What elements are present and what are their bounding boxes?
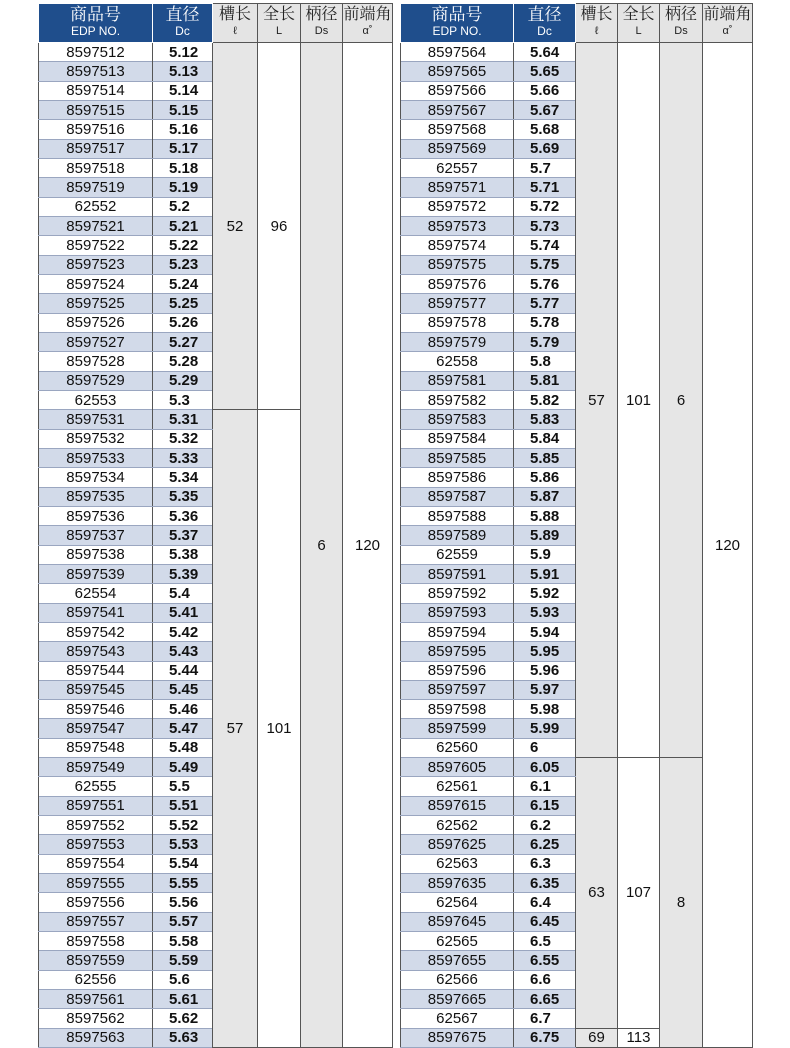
- header-angle-label: 前端角: [343, 6, 392, 23]
- edp-number: 62559: [401, 545, 514, 564]
- diameter: 5.13: [153, 62, 213, 81]
- flute-value: 69: [576, 1028, 618, 1047]
- header-angle: [343, 4, 393, 43]
- diameter: 5.38: [153, 545, 213, 564]
- edp-number: 8597605: [401, 758, 514, 777]
- edp-number: 8597537: [39, 526, 153, 545]
- edp-number: 8597595: [401, 642, 514, 661]
- diameter: 5.26: [153, 313, 213, 332]
- diameter: 5.79: [514, 332, 576, 351]
- edp-number: 8597569: [401, 139, 514, 158]
- edp-number: 8597563: [39, 1028, 153, 1047]
- header-angle: [703, 4, 753, 43]
- diameter: 5.85: [514, 448, 576, 467]
- edp-number: 62566: [401, 970, 514, 989]
- header-angle-sub: α˚: [362, 25, 373, 37]
- diameter: 5.5: [153, 777, 213, 796]
- edp-number: 8597548: [39, 738, 153, 757]
- diameter: 5.52: [153, 816, 213, 835]
- edp-number: 8597597: [401, 680, 514, 699]
- diameter: 5.62: [153, 1009, 213, 1028]
- edp-number: 8597518: [39, 158, 153, 177]
- diameter: 5.73: [514, 216, 576, 235]
- diameter: 5.15: [153, 100, 213, 119]
- diameter: 5.42: [153, 622, 213, 641]
- diameter: 5.21: [153, 216, 213, 235]
- edp-number: 8597576: [401, 274, 514, 293]
- edp-number: 62563: [401, 854, 514, 873]
- edp-number: 8597564: [401, 43, 514, 62]
- diameter: 5.72: [514, 197, 576, 216]
- angle-value: 120: [343, 43, 393, 1048]
- header-length: [258, 4, 301, 43]
- edp-number: 8597523: [39, 255, 153, 274]
- edp-number: 8597516: [39, 120, 153, 139]
- diameter: 5.61: [153, 990, 213, 1009]
- edp-number: 8597625: [401, 835, 514, 854]
- edp-number: 62555: [39, 777, 153, 796]
- diameter: 5.53: [153, 835, 213, 854]
- diameter: 5.64: [514, 43, 576, 62]
- diameter: 6.35: [514, 874, 576, 893]
- edp-number: 8597555: [39, 874, 153, 893]
- edp-number: 8597591: [401, 564, 514, 583]
- header-shank: [660, 4, 703, 43]
- edp-number: 8597589: [401, 526, 514, 545]
- edp-number: 62558: [401, 352, 514, 371]
- header-shank-sub: Ds: [674, 25, 688, 37]
- edp-number: 8597533: [39, 448, 153, 467]
- edp-number: 8597528: [39, 352, 153, 371]
- diameter: 5.8: [514, 352, 576, 371]
- diameter: 5.28: [153, 352, 213, 371]
- diameter: 5.12: [153, 43, 213, 62]
- header-shank-label: 柄径: [305, 6, 338, 23]
- edp-number: 62561: [401, 777, 514, 796]
- diameter: 5.3: [153, 390, 213, 409]
- edp-number: 8597592: [401, 584, 514, 603]
- edp-number: 8597551: [39, 796, 153, 815]
- diameter: 5.46: [153, 700, 213, 719]
- diameter: 5.29: [153, 371, 213, 390]
- diameter: 5.88: [514, 506, 576, 525]
- diameter: 5.48: [153, 738, 213, 757]
- edp-number: 8597553: [39, 835, 153, 854]
- flute-value: 57: [576, 43, 618, 758]
- diameter: 5.94: [514, 622, 576, 641]
- edp-number: 8597675: [401, 1028, 514, 1047]
- edp-number: 62565: [401, 932, 514, 951]
- edp-number: 8597527: [39, 332, 153, 351]
- edp-number: 8597542: [39, 622, 153, 641]
- edp-number: 8597587: [401, 487, 514, 506]
- diameter: 5.71: [514, 178, 576, 197]
- header-edp: [401, 4, 514, 43]
- header-dc-label: 直径: [165, 5, 200, 24]
- diameter: 5.33: [153, 448, 213, 467]
- diameter: 5.56: [153, 893, 213, 912]
- edp-number: 62557: [401, 158, 514, 177]
- diameter: 5.7: [514, 158, 576, 177]
- edp-number: 8597578: [401, 313, 514, 332]
- header-row: [401, 4, 753, 43]
- header-flute: [576, 4, 618, 43]
- shank-value: 8: [660, 758, 703, 1048]
- edp-number: 8597547: [39, 719, 153, 738]
- diameter: 5.24: [153, 274, 213, 293]
- edp-number: 8597515: [39, 100, 153, 119]
- diameter: 5.65: [514, 62, 576, 81]
- header-dc: [514, 4, 576, 43]
- diameter: 5.27: [153, 332, 213, 351]
- header-angle-label: 前端角: [703, 6, 752, 23]
- header-dc-sub: Dc: [175, 24, 190, 38]
- edp-number: 8597545: [39, 680, 153, 699]
- diameter: 6.15: [514, 796, 576, 815]
- diameter: 6.45: [514, 912, 576, 931]
- diameter: 5.74: [514, 236, 576, 255]
- flute-value: 63: [576, 758, 618, 1029]
- edp-number: 8597557: [39, 912, 153, 931]
- header-length-label: 全长: [622, 6, 655, 23]
- diameter: 6.05: [514, 758, 576, 777]
- diameter: 5.87: [514, 487, 576, 506]
- edp-number: 8597536: [39, 506, 153, 525]
- header-length-sub: L: [635, 25, 642, 37]
- header-length-label: 全长: [262, 6, 295, 23]
- diameter: 5.34: [153, 468, 213, 487]
- diameter: 5.25: [153, 294, 213, 313]
- edp-number: 8597566: [401, 81, 514, 100]
- edp-number: 8597577: [401, 294, 514, 313]
- diameter: 6.65: [514, 990, 576, 1009]
- diameter: 5.36: [153, 506, 213, 525]
- angle-value: 120: [703, 43, 753, 1048]
- header-edp-label: 商品号: [431, 5, 483, 24]
- diameter: 5.58: [153, 932, 213, 951]
- diameter: 5.31: [153, 410, 213, 429]
- edp-number: 8597556: [39, 893, 153, 912]
- diameter: 5.23: [153, 255, 213, 274]
- edp-number: 62556: [39, 970, 153, 989]
- diameter: 5.75: [514, 255, 576, 274]
- edp-number: 8597579: [401, 332, 514, 351]
- edp-number: 8597539: [39, 564, 153, 583]
- diameter: 5.89: [514, 526, 576, 545]
- edp-number: 8597596: [401, 661, 514, 680]
- diameter: 5.98: [514, 700, 576, 719]
- header-length-sub: L: [275, 25, 283, 37]
- diameter: 5.66: [514, 81, 576, 100]
- length-value: 96: [258, 43, 301, 410]
- diameter: 5.2: [153, 197, 213, 216]
- length-value: 107: [618, 758, 660, 1029]
- diameter: 5.97: [514, 680, 576, 699]
- edp-number: 8597534: [39, 468, 153, 487]
- shank-value: 6: [660, 43, 703, 758]
- edp-number: 8597635: [401, 874, 514, 893]
- edp-number: 8597513: [39, 62, 153, 81]
- edp-number: 8597552: [39, 816, 153, 835]
- edp-number: 8597665: [401, 990, 514, 1009]
- edp-number: 8597554: [39, 854, 153, 873]
- edp-number: 8597568: [401, 120, 514, 139]
- edp-number: 8597567: [401, 100, 514, 119]
- edp-number: 8597586: [401, 468, 514, 487]
- edp-number: 62560: [401, 738, 514, 757]
- diameter: 5.86: [514, 468, 576, 487]
- header-flute: [213, 4, 258, 43]
- diameter: 5.76: [514, 274, 576, 293]
- flute-value: 57: [213, 410, 258, 1048]
- header-length: [618, 4, 660, 43]
- header-edp-sub: EDP NO.: [432, 24, 482, 38]
- diameter: 5.67: [514, 100, 576, 119]
- diameter: 5.6: [153, 970, 213, 989]
- edp-number: 8597565: [401, 62, 514, 81]
- diameter: 5.69: [514, 139, 576, 158]
- diameter: 5.47: [153, 719, 213, 738]
- edp-number: 62552: [39, 197, 153, 216]
- diameter: 5.37: [153, 526, 213, 545]
- diameter: 5.93: [514, 603, 576, 622]
- diameter: 5.91: [514, 564, 576, 583]
- edp-number: 62564: [401, 893, 514, 912]
- edp-number: 62553: [39, 390, 153, 409]
- edp-number: 8597599: [401, 719, 514, 738]
- header-edp-label: 商品号: [70, 5, 121, 24]
- edp-number: 8597598: [401, 700, 514, 719]
- diameter: 5.99: [514, 719, 576, 738]
- header-dc: [153, 4, 213, 43]
- diameter: 5.51: [153, 796, 213, 815]
- edp-number: 8597549: [39, 758, 153, 777]
- edp-number: 8597558: [39, 932, 153, 951]
- diameter: 5.59: [153, 951, 213, 970]
- edp-number: 8597538: [39, 545, 153, 564]
- header-shank: [301, 4, 343, 43]
- diameter: 5.19: [153, 178, 213, 197]
- diameter: 5.55: [153, 874, 213, 893]
- edp-number: 8597594: [401, 622, 514, 641]
- edp-number: 8597535: [39, 487, 153, 506]
- diameter: 5.84: [514, 429, 576, 448]
- header-angle-sub: α˚: [722, 25, 733, 37]
- header-row: [39, 4, 393, 43]
- edp-number: 8597517: [39, 139, 153, 158]
- diameter: 5.9: [514, 545, 576, 564]
- edp-number: 8597544: [39, 661, 153, 680]
- edp-number: 8597575: [401, 255, 514, 274]
- header-shank-label: 柄径: [664, 6, 697, 23]
- edp-number: 8597645: [401, 912, 514, 931]
- diameter: 6.4: [514, 893, 576, 912]
- length-value: 113: [618, 1028, 660, 1047]
- edp-number: 62554: [39, 584, 153, 603]
- diameter: 5.54: [153, 854, 213, 873]
- edp-number: 8597562: [39, 1009, 153, 1028]
- diameter: 5.35: [153, 487, 213, 506]
- diameter: 5.82: [514, 390, 576, 409]
- diameter: 6.5: [514, 932, 576, 951]
- edp-number: 62567: [401, 1009, 514, 1028]
- edp-number: 8597584: [401, 429, 514, 448]
- diameter: 6.7: [514, 1009, 576, 1028]
- edp-number: 8597541: [39, 603, 153, 622]
- diameter: 5.39: [153, 564, 213, 583]
- diameter: 5.4: [153, 584, 213, 603]
- diameter: 5.14: [153, 81, 213, 100]
- diameter: 5.77: [514, 294, 576, 313]
- edp-number: 8597559: [39, 951, 153, 970]
- drill-spec-table-right: [400, 3, 753, 1048]
- edp-number: 8597585: [401, 448, 514, 467]
- header-dc-sub: Dc: [537, 24, 552, 38]
- diameter: 6.6: [514, 970, 576, 989]
- diameter: 5.45: [153, 680, 213, 699]
- diameter: 5.44: [153, 661, 213, 680]
- diameter: 5.81: [514, 371, 576, 390]
- edp-number: 8597583: [401, 410, 514, 429]
- edp-number: 8597531: [39, 410, 153, 429]
- diameter: 5.32: [153, 429, 213, 448]
- edp-number: 8597615: [401, 796, 514, 815]
- diameter: 6: [514, 738, 576, 757]
- edp-number: 8597573: [401, 216, 514, 235]
- diameter: 5.41: [153, 603, 213, 622]
- diameter: 5.83: [514, 410, 576, 429]
- table-row: [401, 758, 753, 777]
- edp-number: 8597561: [39, 990, 153, 1009]
- diameter: 6.25: [514, 835, 576, 854]
- header-flute-sub: ℓ: [233, 25, 237, 37]
- diameter: 5.96: [514, 661, 576, 680]
- edp-number: 8597524: [39, 274, 153, 293]
- diameter: 6.1: [514, 777, 576, 796]
- edp-number: 8597546: [39, 700, 153, 719]
- diameter: 5.57: [153, 912, 213, 931]
- edp-number: 8597512: [39, 43, 153, 62]
- table-row: [401, 43, 753, 62]
- diameter: 5.49: [153, 758, 213, 777]
- header-edp: [39, 4, 153, 43]
- edp-number: 8597521: [39, 216, 153, 235]
- edp-number: 8597532: [39, 429, 153, 448]
- edp-number: 62562: [401, 816, 514, 835]
- diameter: 5.78: [514, 313, 576, 332]
- edp-number: 8597529: [39, 371, 153, 390]
- diameter: 6.55: [514, 951, 576, 970]
- table-row: [39, 43, 393, 62]
- header-flute-sub: ℓ: [594, 25, 599, 37]
- diameter: 5.17: [153, 139, 213, 158]
- diameter: 6.75: [514, 1028, 576, 1047]
- edp-number: 8597522: [39, 236, 153, 255]
- header-flute-label: 槽长: [580, 6, 613, 23]
- length-value: 101: [618, 43, 660, 758]
- edp-number: 8597588: [401, 506, 514, 525]
- edp-number: 8597543: [39, 642, 153, 661]
- diameter: 6.2: [514, 816, 576, 835]
- diameter: 5.92: [514, 584, 576, 603]
- edp-number: 8597519: [39, 178, 153, 197]
- edp-number: 8597514: [39, 81, 153, 100]
- header-dc-label: 直径: [527, 5, 562, 24]
- edp-number: 8597571: [401, 178, 514, 197]
- edp-number: 8597581: [401, 371, 514, 390]
- diameter: 5.18: [153, 158, 213, 177]
- header-flute-label: 槽长: [218, 6, 251, 23]
- edp-number: 8597655: [401, 951, 514, 970]
- diameter: 5.68: [514, 120, 576, 139]
- header-shank-sub: Ds: [314, 25, 329, 37]
- edp-number: 8597582: [401, 390, 514, 409]
- diameter: 5.95: [514, 642, 576, 661]
- diameter: 5.22: [153, 236, 213, 255]
- header-edp-sub: EDP NO.: [70, 24, 121, 38]
- length-value: 101: [258, 410, 301, 1048]
- edp-number: 8597593: [401, 603, 514, 622]
- diameter: 5.43: [153, 642, 213, 661]
- diameter: 5.63: [153, 1028, 213, 1047]
- shank-value: 6: [301, 43, 343, 1048]
- edp-number: 8597572: [401, 197, 514, 216]
- diameter: 5.16: [153, 120, 213, 139]
- diameter: 6.3: [514, 854, 576, 873]
- edp-number: 8597574: [401, 236, 514, 255]
- edp-number: 8597525: [39, 294, 153, 313]
- drill-spec-table-left: [38, 3, 393, 1048]
- edp-number: 8597526: [39, 313, 153, 332]
- flute-value: 52: [213, 43, 258, 410]
